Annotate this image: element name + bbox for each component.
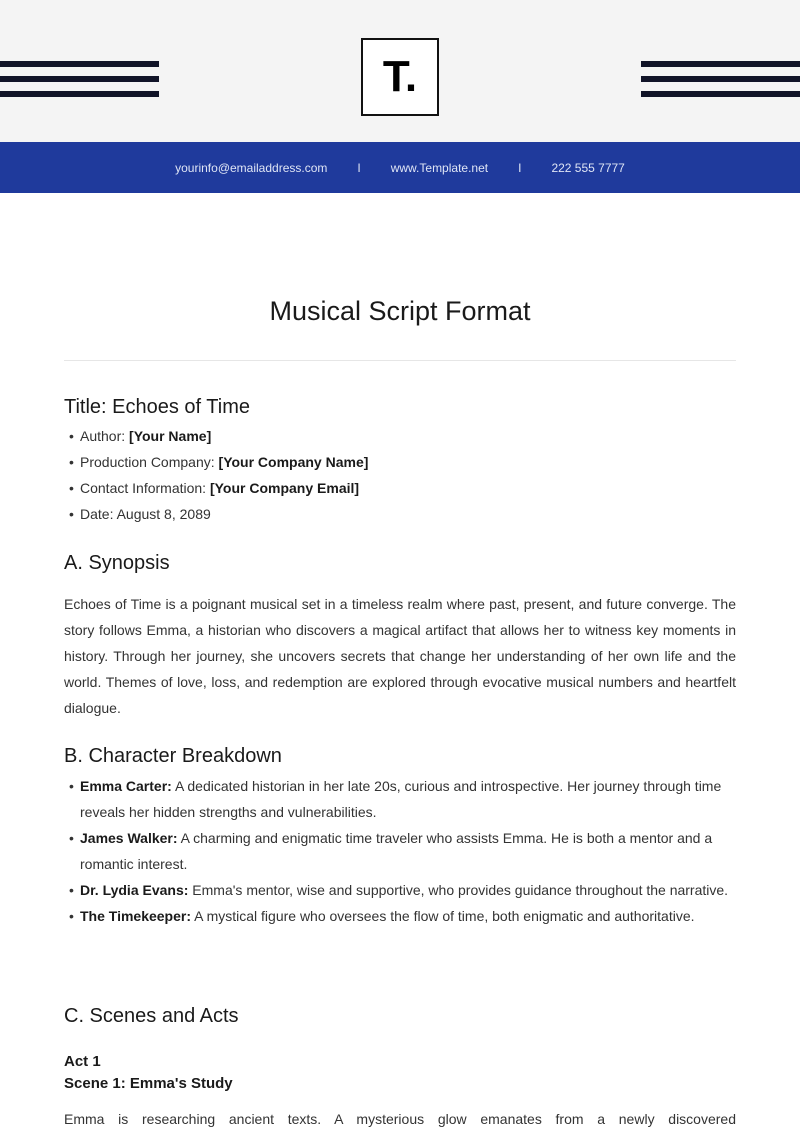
info-author: • Author: [Your Name] bbox=[64, 423, 736, 449]
synopsis-heading: A. Synopsis bbox=[64, 552, 170, 574]
character-item: • The Timekeeper: A mystical figure who oversees the flow of time, both enigmatic and authoritative. bbox=[64, 903, 736, 929]
character-item: • Emma Carter: A dedicated historian in her late 20s, curious and introspective. Her journey through time reveals her hidden strengths and vulnerabilities. bbox=[64, 773, 736, 825]
scene-text: Emma is researching ancient texts. A mysterious glow emanates from a newly discovered bbox=[64, 1111, 736, 1127]
info-date: • Date: August 8, 2089 bbox=[64, 501, 736, 527]
divider bbox=[64, 360, 736, 361]
info-list bbox=[64, 423, 736, 527]
contact-phone: 222 555 7777 bbox=[551, 160, 625, 175]
character-item: • James Walker: A charming and enigmatic time traveler who assists Emma. He is both a mentor and a romantic interest. bbox=[64, 825, 736, 877]
decorative-stripes-right bbox=[641, 61, 800, 106]
contact-email[interactable]: yourinfo@emailaddress.com bbox=[175, 160, 328, 175]
characters-heading: B. Character Breakdown bbox=[64, 745, 282, 767]
decorative-stripes-left bbox=[0, 61, 159, 106]
character-list bbox=[64, 773, 736, 929]
synopsis-text: Echoes of Time is a poignant musical set in a timeless realm where past, present, and future converge. The story follows Emma, a historian who discovers a magical artifact that allows her to witness key moments in history. Through her journey, she uncovers secrets that change her understanding of her own life and the world. Themes of love, loss, and redemption are explored through evocative musical numbers and heartfelt dialogue. bbox=[64, 596, 736, 716]
contact-band bbox=[0, 142, 800, 193]
page-title: Musical Script Format bbox=[269, 296, 531, 326]
letterhead bbox=[0, 0, 800, 142]
contact-website[interactable]: www.Template.net bbox=[390, 160, 489, 175]
character-item: • Dr. Lydia Evans: Emma's mentor, wise and supportive, who provides guidance throughout the narrative. bbox=[64, 877, 736, 903]
info-contact: • Contact Information: [Your Company Email] bbox=[64, 475, 736, 501]
scenes-heading: C. Scenes and Acts bbox=[64, 1005, 239, 1027]
scene-heading: Scene 1: Emma's Study bbox=[64, 1075, 233, 1092]
show-title: Title: Echoes of Time bbox=[64, 396, 250, 418]
logo: T. bbox=[361, 38, 439, 116]
act-heading: Act 1 bbox=[64, 1053, 101, 1070]
info-company: • Production Company: [Your Company Name] bbox=[64, 449, 736, 475]
separator: I bbox=[518, 160, 522, 175]
separator: I bbox=[357, 160, 361, 175]
